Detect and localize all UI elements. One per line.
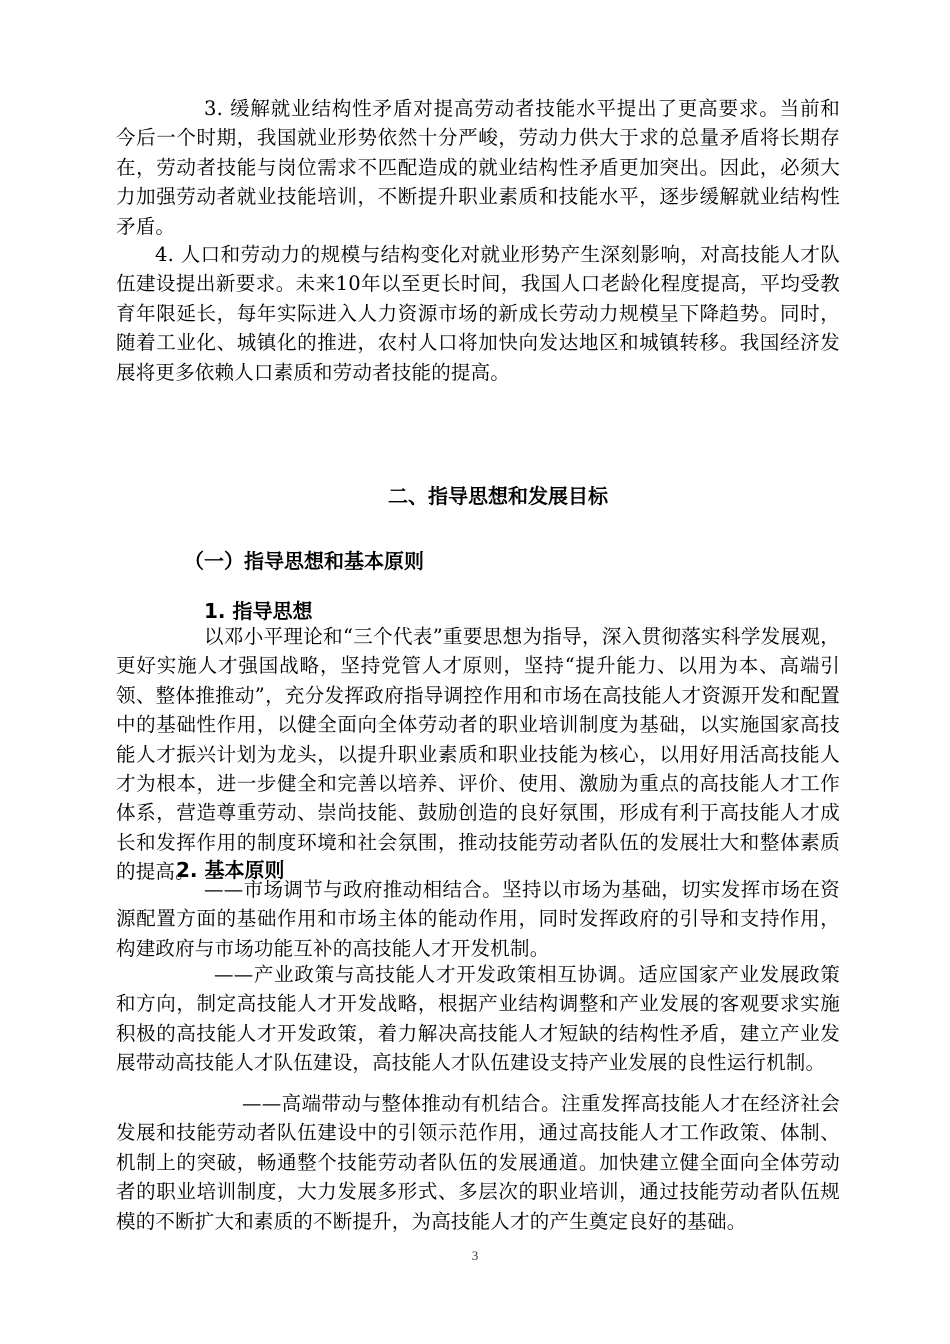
page-number: 3 (471, 1248, 479, 1263)
section-title: 二、指导思想和发展目标 (388, 484, 608, 508)
paragraph-4: 4. 人口和劳动力的规模与结构变化对就业形势产生深刻影响，对高技能人才队伍建设提出新要求。未来10年以至更长时间，我国人口老龄化程度提高，平均受教育年限延长，每年实际进入人力资源市场的新成长劳动力规模呈下降趋势。同时，随着工业化、城镇化的推进，农村人口将加快向发达地区和城镇转移。我国经济发展将更多依赖人口素质和劳动者技能的提高。 (116, 243, 840, 384)
subsection-title: （一）指导思想和基本原则 (184, 549, 424, 573)
item-2-title: 2. 基本原则 (176, 858, 285, 882)
item-1-body: 以邓小平理论和“三个代表”重要思想为指导，深入贯彻落实科学发展观，更好实施人才强国战略，坚持党管人才原则，坚持“提升能力、以用为本、高端引领、整体推推动”，充分发挥政府指导调控作用和市场在高技能人才资源开发和配置中的基础性作用，以健全面向全体劳动者的职业培训制度为基础，以实施国家高技能人才振兴计划为龙头，以提升职业素质和职业技能为核心，以用好用活高技能人才为根本，进一步健全和完善以培养、评价、使用、激励为重点的高技能人才工作体系，营造尊重劳动、崇尚技能、鼓励创造的良好氛围，形成有利于高技能人才成长和发挥作用的制度环境和社会氛围，推动技能劳动者队伍的发展壮大和整体素质的提高。 (116, 625, 840, 884)
item-1-title: 1. 指导思想 (204, 599, 313, 623)
principle-3: ——高端带动与整体推动有机结合。注重发挥高技能人才在经济社会发展和技能劳动者队伍建设中的引领示范作用，通过高技能人才工作政策、体制、机制上的突破，畅通整个技能劳动者队伍的发展通道。加快建立健全面向全体劳动者的职业培训制度，大力发展多形式、多层次的职业培训，通过技能劳动者队伍规模的不断扩大和素质的不断提升，为高技能人才的产生奠定良好的基础。 (116, 1092, 840, 1233)
paragraph-3: 3. 缓解就业结构性矛盾对提高劳动者技能水平提出了更高要求。当前和今后一个时期，我国就业形势依然十分严峻，劳动力供大于求的总量矛盾将长期存在，劳动者技能与岗位需求不匹配造成的就业结构性矛盾更加突出。因此，必须大力加强劳动者就业技能培训，不断提升职业素质和技能水平，逐步缓解就业结构性矛盾。 (116, 97, 840, 238)
principle-2: ——产业政策与高技能人才开发政策相互协调。适应国家产业发展政策和方向，制定高技能人才开发战略，根据产业结构调整和产业发展的客观要求实施积极的高技能人才开发政策，着力解决高技能人才短缺的结构性矛盾，建立产业发展带动高技能人才队伍建设，高技能人才队伍建设支持产业发展的良性运行机制。 (116, 963, 840, 1075)
principle-1: ——市场调节与政府推动相结合。坚持以市场为基础，切实发挥市场在资源配置方面的基础作用和市场主体的能动作用，同时发挥政府的引导和支持作用，构建政府与市场功能互补的高技能人才开发机制。 (116, 878, 840, 960)
